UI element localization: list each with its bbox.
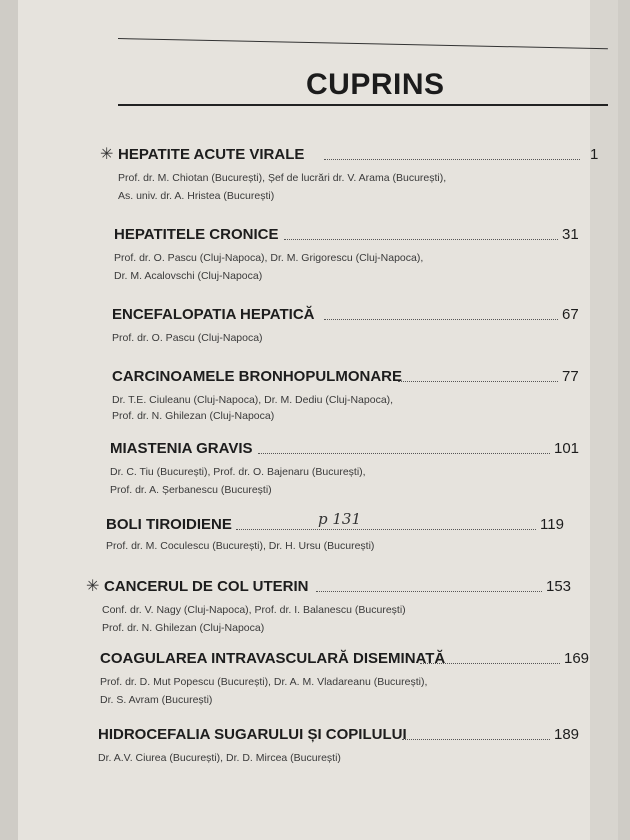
entry-authors: Dr. A.V. Ciurea (București), Dr. D. Mircea (București) <box>98 752 341 764</box>
entry-authors: Prof. dr. D. Mut Popescu (București), Dr. A. M. Vladareanu (București), <box>100 676 428 688</box>
entry-authors: Prof. dr. N. Ghilezan (Cluj-Napoca) <box>112 410 275 422</box>
entry-authors: Dr. S. Avram (București) <box>100 694 213 706</box>
toc-entry[interactable] <box>18 368 618 422</box>
entry-title: CANCERUL DE COL UTERIN <box>104 578 309 595</box>
entry-authors: Dr. T.E. Ciuleanu (Cluj-Napoca), Dr. M. Dediu (Cluj-Napoca), <box>112 394 394 406</box>
toc-entry[interactable] <box>18 650 618 706</box>
toc-entry[interactable] <box>18 226 618 282</box>
asterisk-marker-icon: ✳ <box>86 576 100 595</box>
entry-authors: Prof. dr. M. Chiotan (București), Șef de lucrări dr. V. Arama (București), <box>118 172 447 184</box>
page-title: CUPRINS <box>306 68 445 101</box>
top-rule <box>118 38 608 49</box>
dot-leader <box>284 239 558 240</box>
dot-leader <box>258 453 550 454</box>
dot-leader <box>236 529 536 530</box>
entry-authors: Prof. dr. O. Pascu (Cluj-Napoca), Dr. M. Grigorescu (Cluj-Napoca), <box>114 252 424 264</box>
book-page <box>18 0 618 840</box>
entry-authors: Conf. dr. V. Nagy (Cluj-Napoca), Prof. dr. I. Balanescu (București) <box>102 604 406 616</box>
entry-authors: Dr. C. Tiu (București), Prof. dr. O. Bajenaru (București), <box>110 466 366 478</box>
dot-leader <box>420 663 560 664</box>
entry-title: HEPATITE ACUTE VIRALE <box>118 146 305 163</box>
entry-title: BOLI TIROIDIENE <box>106 516 232 533</box>
entry-title: HEPATITELE CRONICE <box>114 226 279 243</box>
toc-entry[interactable] <box>18 440 618 496</box>
entry-authors: Prof. dr. A. Șerbanescu (București) <box>110 484 272 496</box>
entry-page: 153 <box>546 578 572 595</box>
entry-authors: Prof. dr. N. Ghilezan (Cluj-Napoca) <box>102 622 265 634</box>
entry-authors: Prof. dr. O. Pascu (Cluj-Napoca) <box>112 332 263 344</box>
entry-page: 189 <box>554 726 580 743</box>
dot-leader <box>324 319 558 320</box>
entry-page: 77 <box>562 368 579 385</box>
dot-leader <box>316 591 542 592</box>
toc-entry[interactable] <box>18 726 618 764</box>
title-rule <box>118 104 608 106</box>
entry-title: MIASTENIA GRAVIS <box>110 440 253 457</box>
entry-page: 101 <box>554 440 580 457</box>
page-edge <box>590 0 618 840</box>
entry-title: COAGULAREA INTRAVASCULARĂ DISEMINATĂ <box>100 650 446 667</box>
toc-entry[interactable] <box>18 578 618 634</box>
toc-entry[interactable] <box>18 306 618 344</box>
entry-page: 67 <box>562 306 579 323</box>
entry-page: 169 <box>564 650 590 667</box>
entry-title: ENCEFALOPATIA HEPATICĂ <box>112 306 315 323</box>
entry-title: CARCINOAMELE BRONHOPULMONARE <box>112 368 402 385</box>
entry-authors: Dr. M. Acalovschi (Cluj-Napoca) <box>114 270 263 282</box>
dot-leader <box>324 159 580 160</box>
asterisk-marker-icon: ✳ <box>100 144 114 163</box>
dot-leader <box>402 739 550 740</box>
entry-page: 31 <box>562 226 579 243</box>
handwritten-note: p 131 <box>318 510 362 528</box>
entry-authors: Prof. dr. M. Coculescu (București), Dr. H. Ursu (București) <box>106 540 375 552</box>
toc-entry[interactable] <box>18 516 618 552</box>
toc-entry[interactable] <box>18 146 618 202</box>
entry-authors: As. univ. dr. A. Hristea (București) <box>118 190 275 202</box>
entry-title: HIDROCEFALIA SUGARULUI ȘI COPILULUI <box>98 726 407 743</box>
entry-page: 119 <box>540 516 564 533</box>
dot-leader <box>398 381 558 382</box>
entry-page: 1 <box>590 146 599 163</box>
